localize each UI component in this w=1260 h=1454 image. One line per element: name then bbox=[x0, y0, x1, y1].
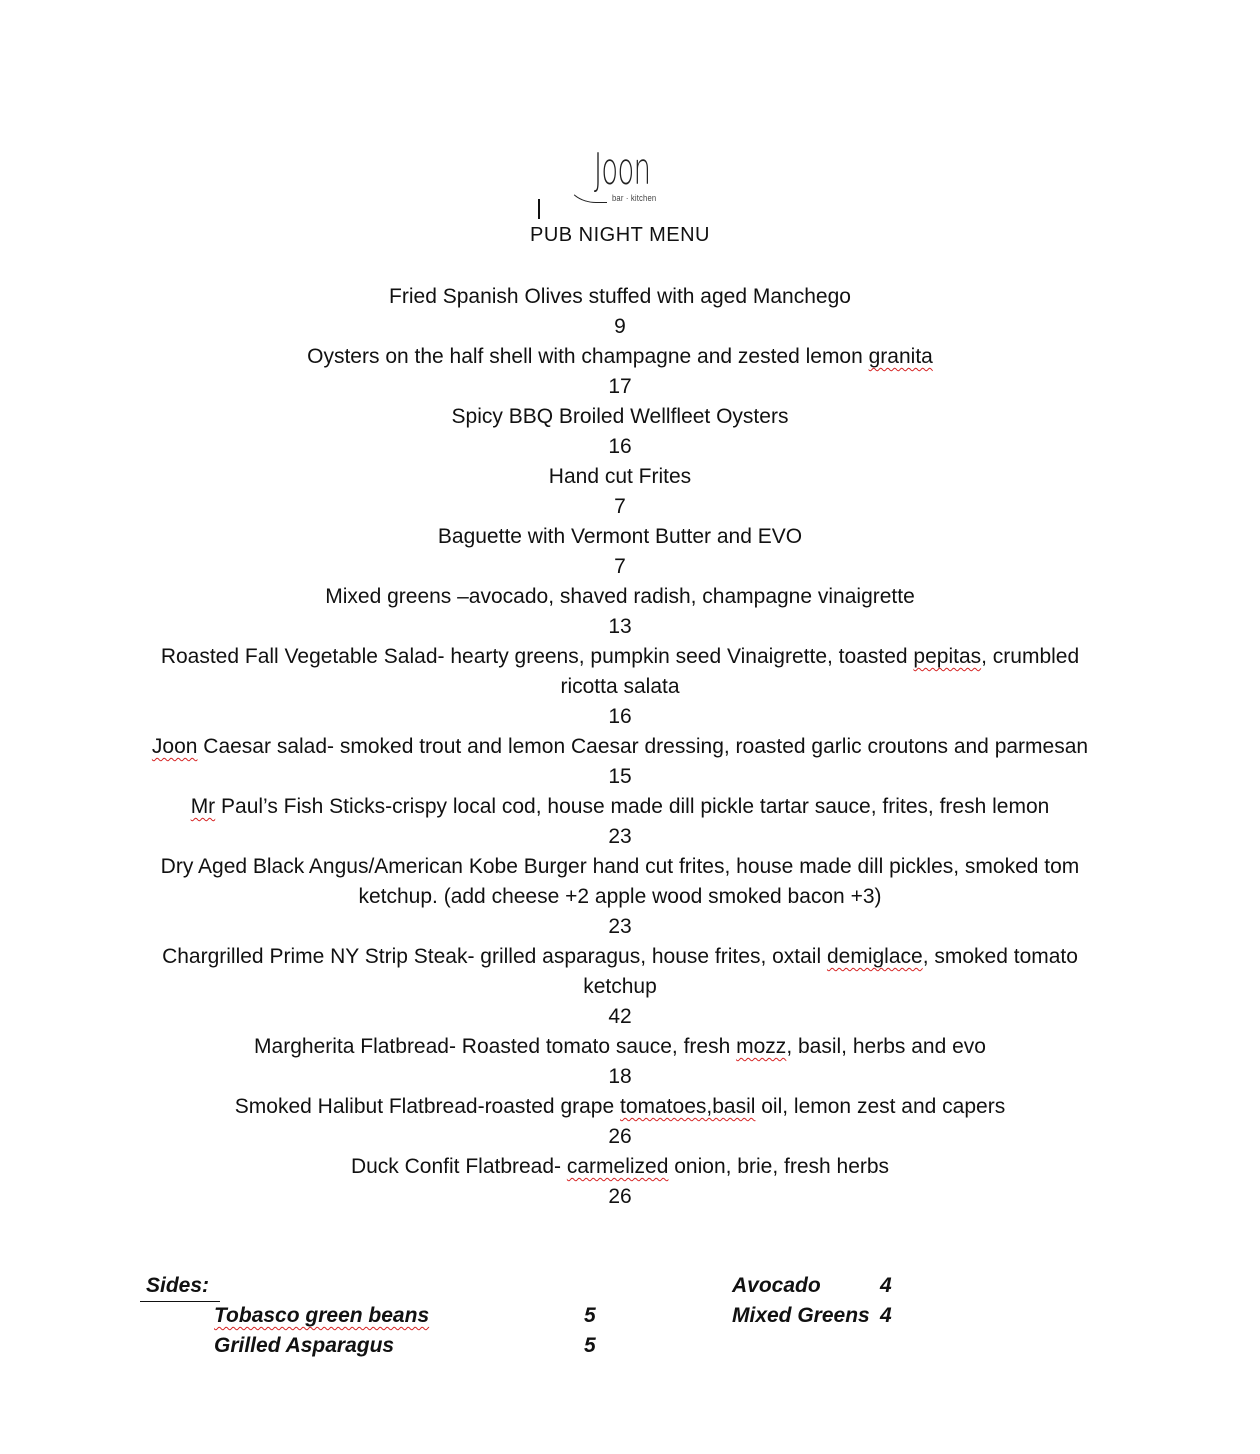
side-item-price: 5 bbox=[584, 1304, 596, 1327]
menu-item-name: Chargrilled Prime NY Strip Steak- grilled asparagus, house frites, oxtail demiglace, smoked tomato ketchup bbox=[162, 945, 1078, 998]
menu-item-price: 42 bbox=[608, 1005, 632, 1028]
logo-tagline: bar · kitchen bbox=[612, 193, 657, 203]
text-cursor bbox=[538, 199, 540, 219]
menu-title: PUB NIGHT MENU bbox=[530, 224, 710, 246]
menu-item-price: 26 bbox=[608, 1125, 632, 1148]
menu-list bbox=[140, 282, 1100, 1212]
menu-item-price: 7 bbox=[614, 555, 626, 578]
logo-wordmark: Joon bbox=[594, 144, 651, 195]
menu-item-price: 23 bbox=[608, 825, 632, 848]
menu-item-price: 16 bbox=[608, 705, 632, 728]
menu-item bbox=[140, 342, 1100, 402]
menu-item-name: Roasted Fall Vegetable Salad- hearty greens, pumpkin seed Vinaigrette, toasted pepitas, crumbled ricotta salata bbox=[160, 645, 1080, 698]
menu-item-price: 17 bbox=[608, 375, 632, 398]
side-item-name: Grilled Asparagus bbox=[214, 1334, 395, 1357]
menu-item-price: 16 bbox=[608, 435, 632, 458]
menu-item bbox=[140, 732, 1100, 792]
menu-item-name: Fried Spanish Olives stuffed with aged Manchego bbox=[389, 285, 851, 308]
menu-item-name: Smoked Halibut Flatbread-roasted grape tomatoes,basil oil, lemon zest and capers bbox=[234, 1095, 1006, 1118]
side-item-name: Tobasco green beans bbox=[214, 1304, 430, 1327]
extra-item-name: Mixed Greens bbox=[732, 1304, 870, 1327]
menu-item-name: Spicy BBQ Broiled Wellfleet Oysters bbox=[451, 405, 789, 428]
menu-item bbox=[140, 1152, 1100, 1212]
side-item-price: 5 bbox=[584, 1334, 596, 1357]
menu-item-price: 23 bbox=[608, 915, 632, 938]
menu-item bbox=[140, 642, 1100, 732]
menu-item-price: 15 bbox=[608, 765, 632, 788]
menu-item-price: 26 bbox=[608, 1185, 632, 1208]
menu-item bbox=[140, 462, 1100, 522]
menu-item bbox=[140, 792, 1100, 852]
menu-item-name: Oysters on the half shell with champagne and zested lemon granita bbox=[307, 345, 933, 368]
sides-section bbox=[0, 1270, 1260, 1390]
side-item bbox=[214, 1334, 634, 1364]
menu-item-name: Margherita Flatbread- Roasted tomato sauce, fresh mozz, basil, herbs and evo bbox=[254, 1035, 986, 1058]
menu-item-name: Mixed greens –avocado, shaved radish, champagne vinaigrette bbox=[325, 585, 915, 608]
extra-item bbox=[732, 1274, 932, 1304]
menu-item-name: Joon Caesar salad- smoked trout and lemon Caesar dressing, roasted garlic croutons and parmesan bbox=[151, 735, 1089, 758]
menu-item-name: Hand cut Frites bbox=[548, 465, 692, 488]
menu-item bbox=[140, 852, 1100, 942]
menu-item-name: Mr Paul’s Fish Sticks-crispy local cod, house made dill pickle tartar sauce, frites, fresh lemon bbox=[190, 795, 1050, 818]
extra-item bbox=[732, 1304, 932, 1334]
extra-item-price: 4 bbox=[880, 1274, 892, 1297]
menu-item-price: 13 bbox=[608, 615, 632, 638]
menu-item bbox=[140, 582, 1100, 642]
menu-item bbox=[140, 1032, 1100, 1092]
sides-heading: Sides: bbox=[146, 1274, 210, 1297]
menu-item bbox=[140, 942, 1100, 1032]
menu-item-price: 9 bbox=[614, 315, 626, 338]
menu-item-name: Duck Confit Flatbread- carmelized onion, brie, fresh herbs bbox=[350, 1155, 890, 1178]
menu-item-price: 7 bbox=[614, 495, 626, 518]
menu-item-price: 18 bbox=[608, 1065, 632, 1088]
menu-item bbox=[140, 522, 1100, 582]
joon-logo bbox=[560, 144, 680, 210]
menu-item bbox=[140, 402, 1100, 462]
extra-item-price: 4 bbox=[880, 1304, 892, 1327]
menu-item-name: Dry Aged Black Angus/American Kobe Burger hand cut frites, house made dill pickles, smoked tom ketchup. (add cheese +2 apple wood smoked bacon +3) bbox=[160, 855, 1080, 908]
side-item bbox=[214, 1304, 634, 1334]
extra-item-name: Avocado bbox=[732, 1274, 821, 1297]
sides-heading-underline bbox=[140, 1301, 220, 1302]
menu-item bbox=[140, 1092, 1100, 1152]
menu-item bbox=[140, 282, 1100, 342]
menu-item-name: Baguette with Vermont Butter and EVO bbox=[437, 525, 803, 548]
